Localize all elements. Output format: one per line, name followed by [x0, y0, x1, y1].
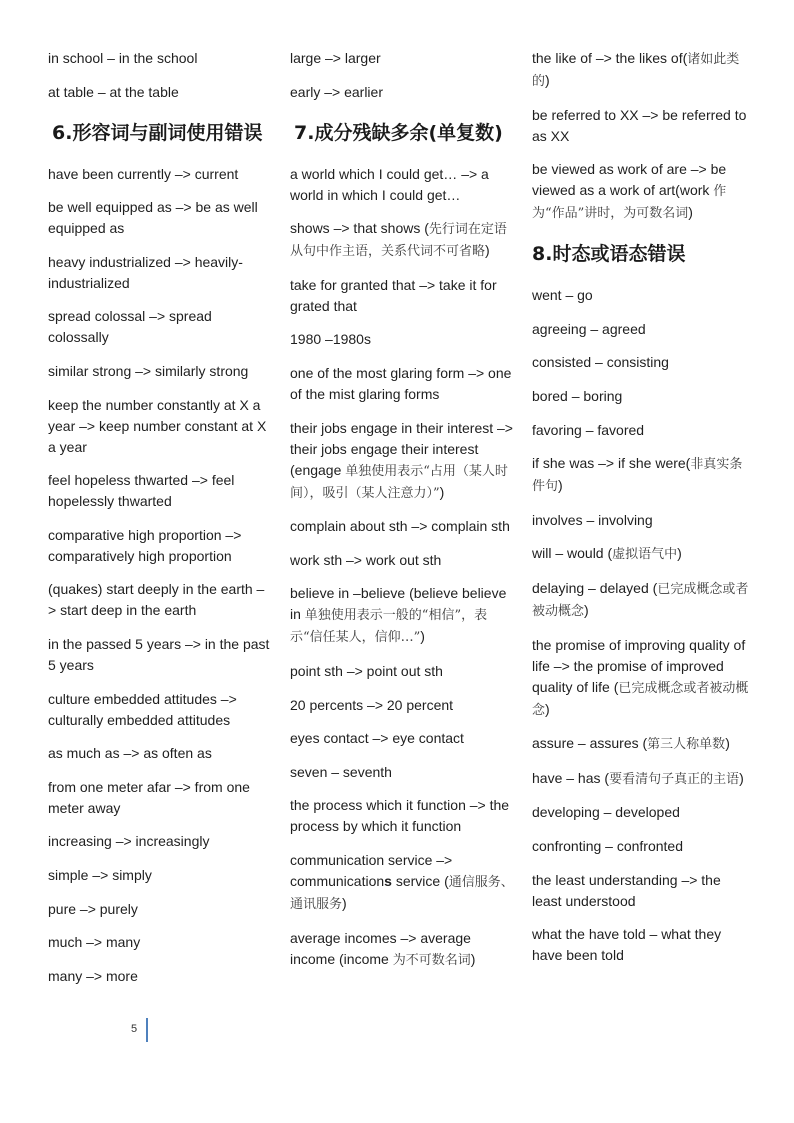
- entry-text: comparative high proportion –> comparatively high proportion: [48, 526, 242, 564]
- entry-text: similar strong –> similarly strong: [48, 362, 249, 379]
- chinese-note: 先行词在定语从句中作主语，关系代词不可省略: [290, 222, 507, 260]
- entry-text: culture embedded attitudes –> culturally embedded attitudes: [48, 690, 237, 728]
- correction-entry: [532, 768, 754, 790]
- entry-text: eyes contact –> eye contact: [290, 730, 464, 747]
- section-heading: 7.成分残缺多余(单复数): [294, 121, 503, 144]
- correction-entry: [532, 48, 754, 92]
- correction-entry: [290, 695, 515, 716]
- correction-entry: [48, 252, 272, 294]
- entry-text: seven – seventh: [290, 763, 392, 780]
- correction-entry: [290, 329, 515, 350]
- correction-entry: [532, 453, 754, 497]
- correction-entry: [290, 762, 515, 783]
- correction-entry: [532, 352, 754, 373]
- column-right: [532, 48, 754, 979]
- chinese-note: 要看清句子真正的主语: [609, 771, 740, 787]
- chinese-note: 第三人称单数: [647, 737, 726, 753]
- column-middle: [290, 48, 515, 983]
- entry-text: ): [342, 894, 347, 911]
- correction-entry: [290, 418, 515, 504]
- correction-entry: [532, 924, 754, 966]
- correction-entry: [48, 966, 272, 987]
- entry-text: bored – boring: [532, 387, 623, 404]
- correction-entry: [48, 579, 272, 621]
- correction-entry: [532, 159, 754, 224]
- entry-text: be well equipped as –> be as well equipped as: [48, 199, 258, 237]
- correction-entry: [532, 319, 754, 340]
- correction-entry: [48, 395, 272, 458]
- entry-text: have – has (: [532, 769, 610, 786]
- correction-entry: [48, 361, 272, 382]
- correction-entry: [532, 105, 754, 147]
- correction-entry: [48, 634, 272, 676]
- entry-text: what the have told – what they have been told: [532, 926, 722, 964]
- entry-text: ): [677, 545, 682, 562]
- entry-text: from one meter afar –> from one meter away: [48, 778, 250, 816]
- entry-text: simple –> simply: [48, 866, 152, 883]
- chinese-note: 已完成概念或者被动概念: [532, 680, 749, 718]
- entry-text: be referred to XX –> be referred to as XX: [532, 106, 747, 144]
- entry-text: heavy industrialized –> heavily-industrialized: [48, 253, 243, 291]
- entry-text: increasing –> increasingly: [48, 833, 210, 850]
- entry-text: communication service –> communication: [290, 851, 453, 889]
- correction-entry: [532, 870, 754, 912]
- entry-text: ): [485, 242, 490, 259]
- correction-entry: [48, 48, 272, 69]
- entry-text: if she was –> if she were(: [532, 455, 691, 472]
- entry-text: ): [725, 735, 730, 752]
- correction-entry: [532, 386, 754, 407]
- entry-text: spread colossal –> spread colossally: [48, 308, 212, 346]
- correction-entry: [532, 635, 754, 721]
- chinese-note: 单独使用表示一般的“相信”，: [304, 608, 475, 624]
- correction-entry: [532, 510, 754, 531]
- chinese-note: 诸如此类的: [532, 52, 740, 89]
- entry-text: average incomes –> average income (income: [290, 929, 471, 967]
- chinese-note: 单独使用表示“占用（某人时间），吸引（某人注意力）”: [290, 463, 508, 501]
- correction-entry: [532, 802, 754, 823]
- entry-text: delaying – delayed (: [532, 579, 658, 596]
- entry-text: went – go: [532, 287, 593, 304]
- entry-text: a world which I could get… –> a world in which I could get…: [290, 165, 489, 203]
- correction-entry: [290, 583, 515, 648]
- entry-text: ): [584, 601, 589, 618]
- entry-text: assure – assures (: [532, 735, 648, 752]
- entry-text: ): [420, 628, 425, 645]
- correction-entry: [48, 306, 272, 348]
- entry-text: ): [545, 72, 550, 88]
- correction-entry: [48, 831, 272, 852]
- entry-text: agreeing – agreed: [532, 320, 646, 337]
- entry-text: feel hopeless thwarted –> feel hopelessly thwarted: [48, 472, 235, 510]
- correction-entry: [532, 836, 754, 857]
- correction-entry: [48, 82, 272, 103]
- chinese-note: 已完成概念或者被动概念: [532, 581, 749, 619]
- correction-entry: [290, 928, 515, 971]
- entry-text: the process which it function –> the process by which it function: [290, 797, 510, 835]
- entry-text: keep the number constantly at X a year –> keep number constant at X a year: [48, 396, 267, 455]
- entry-text: involves – involving: [532, 511, 653, 528]
- entry-text: confronting – confronted: [532, 837, 683, 854]
- entry-text: in the passed 5 years –> in the past 5 years: [48, 635, 270, 673]
- chinese-note: 作为“作品”讲时，为可数名词: [532, 184, 727, 222]
- entry-text: (quakes) start deeply in the earth –> start deep in the earth: [48, 581, 265, 619]
- correction-entry: [48, 525, 272, 567]
- correction-entry: [48, 470, 272, 512]
- entry-text: service (: [391, 872, 449, 889]
- entry-text: ): [439, 483, 445, 500]
- entry-text: the promise of improving quality of life –> the promise of improved quality of life (: [532, 636, 746, 695]
- chinese-note: 为不可数名词: [392, 952, 471, 968]
- correction-entry: [48, 197, 272, 239]
- entry-text: the like of –> the likes of(: [532, 50, 688, 66]
- entry-text: ): [688, 204, 693, 221]
- correction-entry: [48, 164, 272, 185]
- entry-text: ): [470, 950, 476, 967]
- entry-text: their jobs engage in their interest –> their jobs engage their interest (engage: [290, 419, 513, 478]
- entry-text: ): [739, 769, 744, 786]
- correction-entry: [290, 48, 515, 69]
- entry-text: 20 percents –> 20 percent: [290, 696, 454, 713]
- entry-text: much –> many: [48, 934, 141, 951]
- entry-text: at table – at the table: [48, 83, 179, 100]
- correction-entry: [48, 865, 272, 886]
- entry-text: ): [545, 700, 550, 717]
- entry-text: will – would (: [532, 545, 613, 562]
- correction-entry: [290, 728, 515, 749]
- correction-entry: [290, 795, 515, 837]
- entry-text: shows –> that shows (: [290, 220, 429, 237]
- chinese-note: 非真实条件句: [532, 457, 743, 495]
- entry-text: in school – in the school: [48, 50, 198, 66]
- entry-text: ): [558, 477, 563, 494]
- entry-text: the least understanding –> the least understood: [532, 871, 721, 909]
- correction-entry: [290, 363, 515, 405]
- correction-entry: [290, 850, 515, 915]
- entry-text: believe in –believe (believe: [290, 585, 462, 602]
- column-left: [48, 48, 272, 999]
- correction-entry: [532, 543, 754, 565]
- entry-text: have been currently –> current: [48, 165, 239, 182]
- section-heading: 8.时态或语态错误: [532, 243, 686, 266]
- entry-text: be viewed as work of are –> be viewed as a work of art(work: [532, 161, 727, 199]
- correction-entry: [532, 733, 754, 755]
- correction-entry: [48, 777, 272, 819]
- correction-entry: [532, 285, 754, 306]
- correction-entry: [48, 899, 272, 920]
- correction-entry: [532, 578, 754, 622]
- entry-text: complain about sth –> complain sth: [290, 518, 510, 535]
- page-number: 5: [131, 1023, 138, 1035]
- correction-entry: [290, 661, 515, 682]
- entry-text: consisted – consisting: [532, 354, 669, 371]
- entry-text: large –> larger: [290, 50, 381, 66]
- entry-text: believe in: [290, 585, 507, 623]
- chinese-note: 表示“信任某人，信仰…”: [290, 608, 488, 646]
- correction-entry: [48, 689, 272, 731]
- emphasis-text: s: [384, 872, 392, 889]
- entry-text: as much as –> as often as: [48, 745, 212, 762]
- entry-text: one of the most glaring form –> one of the mist glaring forms: [290, 364, 512, 402]
- entry-text: many –> more: [48, 967, 138, 984]
- chinese-note: 虚拟语气中: [612, 547, 678, 563]
- entry-text: favoring – favored: [532, 421, 645, 438]
- correction-entry: [48, 743, 272, 764]
- correction-entry: [290, 164, 515, 206]
- correction-entry: [290, 550, 515, 571]
- entry-text: 1980 –1980s: [290, 331, 371, 348]
- page-number-bar: [146, 1018, 148, 1042]
- correction-entry: [290, 516, 515, 537]
- correction-entry: [48, 932, 272, 953]
- entry-text: developing – developed: [532, 804, 680, 821]
- correction-entry: [290, 275, 515, 317]
- entry-text: early –> earlier: [290, 83, 383, 100]
- entry-text: pure –> purely: [48, 900, 138, 917]
- section-heading: 6.形容词与副词使用错误: [52, 121, 263, 144]
- entry-text: work sth –> work out sth: [290, 551, 442, 568]
- entry-text: point sth –> point out sth: [290, 662, 443, 679]
- chinese-note: 通信服务、通讯服务: [290, 874, 514, 912]
- correction-entry: [532, 420, 754, 441]
- correction-entry: [290, 218, 515, 262]
- entry-text: take for granted that –> take it for grated that: [290, 276, 497, 314]
- correction-entry: [290, 82, 515, 103]
